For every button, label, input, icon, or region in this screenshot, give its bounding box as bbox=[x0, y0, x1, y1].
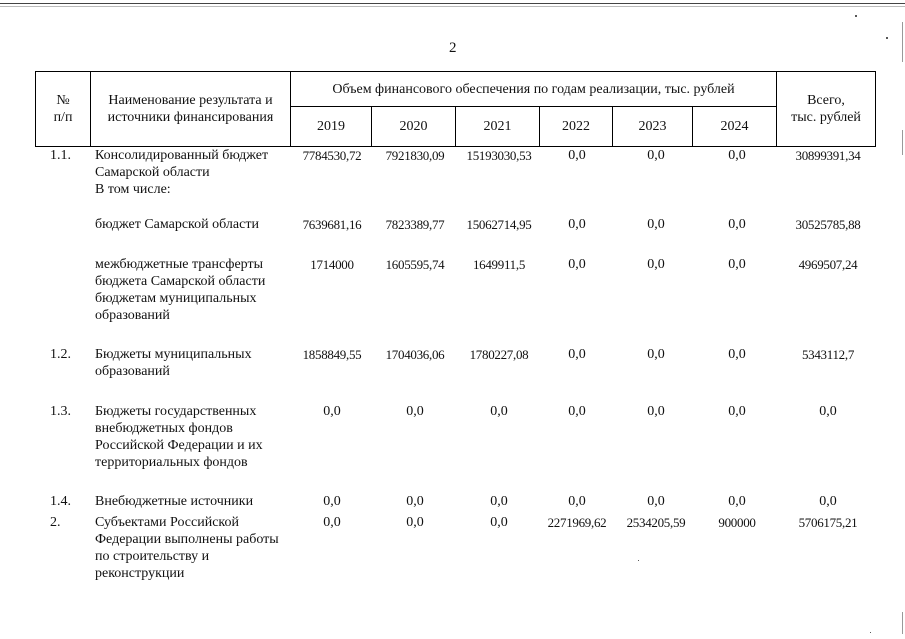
cell-2022: 0,0 bbox=[568, 217, 586, 232]
cell-2020: 1605595,74 bbox=[385, 257, 445, 272]
scan-speck bbox=[886, 37, 888, 39]
cell-total: 0,0 bbox=[819, 494, 837, 509]
cell-2024: 0,0 bbox=[728, 148, 746, 163]
header-year-2021: 2021 bbox=[483, 119, 512, 134]
cell-2024: 900000 bbox=[718, 515, 756, 530]
cell-2022: 0,0 bbox=[568, 404, 586, 419]
cell-2024: 0,0 bbox=[728, 494, 746, 509]
row-name: Консолидированный бюджет Самарской области В том числе: bbox=[95, 148, 269, 197]
cell-2021: 0,0 bbox=[490, 404, 508, 419]
row-name: Бюджеты государственных внебюджетных фондов Российской Федерации и их территориальных фондов bbox=[95, 404, 263, 470]
header-name: Наименование результата и источники финансирования bbox=[107, 93, 274, 125]
cell-2020: 0,0 bbox=[406, 515, 424, 530]
row-name: Внебюджетные источники bbox=[95, 494, 254, 509]
cell-2022: 0,0 bbox=[568, 494, 586, 509]
cell-2024: 0,0 bbox=[728, 347, 746, 362]
page-number: 2 bbox=[449, 40, 457, 56]
cell-2020: 1704036,06 bbox=[385, 347, 445, 362]
cell-2024: 0,0 bbox=[728, 257, 746, 272]
cell-2024: 0,0 bbox=[728, 404, 746, 419]
cell-2019: 7784530,72 bbox=[302, 148, 362, 163]
header-year-2019: 2019 bbox=[317, 119, 345, 134]
cell-2020: 0,0 bbox=[406, 494, 424, 509]
scan-edge-mark bbox=[902, 130, 903, 155]
header-year-2022: 2022 bbox=[562, 119, 590, 134]
cell-2019: 0,0 bbox=[323, 404, 341, 419]
cell-2022: 2271969,62 bbox=[547, 515, 607, 530]
cell-2023: 0,0 bbox=[647, 217, 665, 232]
row-name: межбюджетные трансферты бюджета Самарской области бюджетам муниципальных образований bbox=[95, 257, 266, 323]
scan-top-rule bbox=[0, 3, 905, 4]
scan-speck bbox=[870, 632, 871, 633]
cell-2021: 15062714,95 bbox=[466, 217, 532, 232]
cell-total: 5706175,21 bbox=[798, 515, 858, 530]
scan-speck bbox=[638, 560, 639, 561]
cell-2022: 0,0 bbox=[568, 257, 586, 272]
cell-2021: 0,0 bbox=[490, 494, 508, 509]
row-index: 1.1. bbox=[50, 148, 71, 163]
cell-total: 5343112,7 bbox=[801, 347, 855, 362]
cell-2024: 0,0 bbox=[728, 217, 746, 232]
cell-2020: 7823389,77 bbox=[385, 217, 445, 232]
row-index: 2. bbox=[50, 515, 61, 530]
row-name: бюджет Самарской области bbox=[95, 217, 259, 232]
scan-edge-mark bbox=[902, 22, 903, 62]
cell-2023: 0,0 bbox=[647, 257, 665, 272]
cell-2021: 0,0 bbox=[490, 515, 508, 530]
row-index: 1.4. bbox=[50, 494, 71, 509]
header-num: № п/п bbox=[53, 93, 73, 125]
scan-top-rule-secondary bbox=[0, 6, 905, 7]
table-header bbox=[35, 71, 876, 147]
cell-2023: 0,0 bbox=[647, 347, 665, 362]
cell-total: 30899391,34 bbox=[795, 148, 861, 163]
cell-2019: 0,0 bbox=[323, 515, 341, 530]
row-name: Бюджеты муниципальных образований bbox=[95, 347, 252, 379]
cell-2023: 0,0 bbox=[647, 494, 665, 509]
header-year-2023: 2023 bbox=[638, 119, 667, 134]
cell-2022: 0,0 bbox=[568, 347, 586, 362]
scan-speck bbox=[855, 15, 857, 17]
cell-2019: 0,0 bbox=[323, 494, 341, 509]
cell-2021: 15193030,53 bbox=[466, 148, 532, 163]
cell-total: 0,0 bbox=[819, 404, 837, 419]
cell-2021: 1780227,08 bbox=[469, 347, 529, 362]
cell-2019: 7639681,16 bbox=[302, 217, 362, 232]
cell-2023: 2534205,59 bbox=[626, 515, 686, 530]
row-index: 1.2. bbox=[50, 347, 71, 362]
header-year-2024: 2024 bbox=[720, 119, 749, 134]
cell-2021: 1649911,5 bbox=[472, 257, 526, 272]
row-name: Субъектами Российской Федерации выполнены работы по строительству и реконструкции bbox=[95, 515, 279, 581]
cell-2022: 0,0 bbox=[568, 148, 586, 163]
cell-total: 4969507,24 bbox=[798, 257, 858, 272]
header-year-2020: 2020 bbox=[399, 119, 428, 134]
cell-2019: 1858849,55 bbox=[302, 347, 362, 362]
scan-edge-mark bbox=[902, 612, 903, 634]
cell-2020: 7921830,09 bbox=[385, 148, 445, 163]
row-index: 1.3. bbox=[50, 404, 71, 419]
cell-total: 30525785,88 bbox=[795, 217, 861, 232]
cell-2023: 0,0 bbox=[647, 148, 665, 163]
cell-2023: 0,0 bbox=[647, 404, 665, 419]
header-funding-group: Объем финансового обеспечения по годам реализации, тыс. рублей bbox=[332, 81, 735, 97]
header-total: Всего, тыс. рублей bbox=[791, 93, 861, 125]
cell-2020: 0,0 bbox=[406, 404, 424, 419]
cell-2019: 1714000 bbox=[310, 257, 354, 272]
